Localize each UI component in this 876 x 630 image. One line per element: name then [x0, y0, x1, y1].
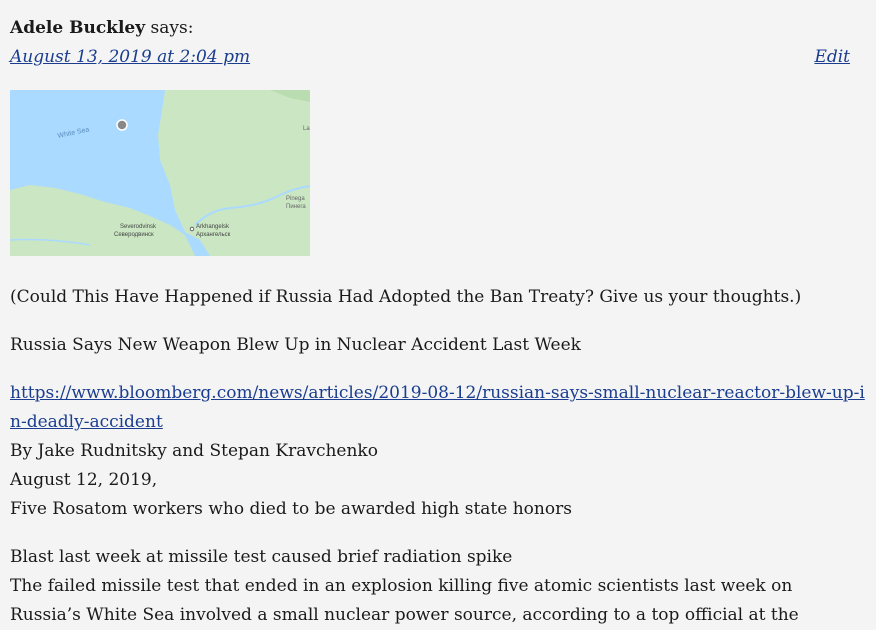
map-graphic	[10, 90, 310, 256]
map-edge-label: La	[303, 126, 310, 132]
map-image	[10, 90, 310, 256]
map-city2-latin: Arkhangelsk	[196, 224, 230, 230]
edit-link[interactable]: Edit	[814, 47, 850, 67]
map-city1-cyrillic: Северодвинск	[114, 232, 154, 238]
map-sea-label: White Sea	[56, 126, 91, 140]
map-city2-cyrillic: Архангельск	[196, 232, 231, 238]
article-lede: The failed missile test that ended in an explosion killing five atomic scientists last week on Russia’s White Sea involved a small nuclear power source, according to a top official at the	[10, 576, 799, 625]
comment-meta	[10, 14, 866, 72]
says-label: says:	[150, 18, 194, 38]
article-byline: By Jake Rudnitsky and Stepan Kravchenko	[10, 441, 378, 461]
map-city1-latin: Severodvinsk	[120, 224, 157, 230]
comment-author: Adele Buckley	[10, 18, 146, 38]
comment-question: (Could This Have Happened if Russia Had Adopted the Ban Treaty? Give us your thoughts.)	[10, 287, 802, 307]
article-link[interactable]: https://www.bloomberg.com/news/articles/2019-08-12/russian-says-small-nuclear-reactor-blew-up-in-deadly-accident	[10, 383, 865, 432]
map-town-latin: Pinega	[286, 196, 305, 202]
article-link-paragraph	[10, 379, 866, 437]
comment-author-line	[10, 14, 866, 43]
article-bullet: Blast last week at missile test caused brief radiation spike	[10, 547, 513, 567]
article-headline: Russia Says New Weapon Blew Up in Nuclear Accident Last Week	[10, 335, 581, 355]
article-dateline: August 12, 2019,	[10, 470, 158, 490]
comment-date-link[interactable]: August 13, 2019 at 2:04 pm	[10, 47, 251, 67]
article-summary: Five Rosatom workers who died to be awarded high state honors	[10, 499, 572, 519]
map-town-cyrillic: Пинега	[286, 204, 306, 210]
